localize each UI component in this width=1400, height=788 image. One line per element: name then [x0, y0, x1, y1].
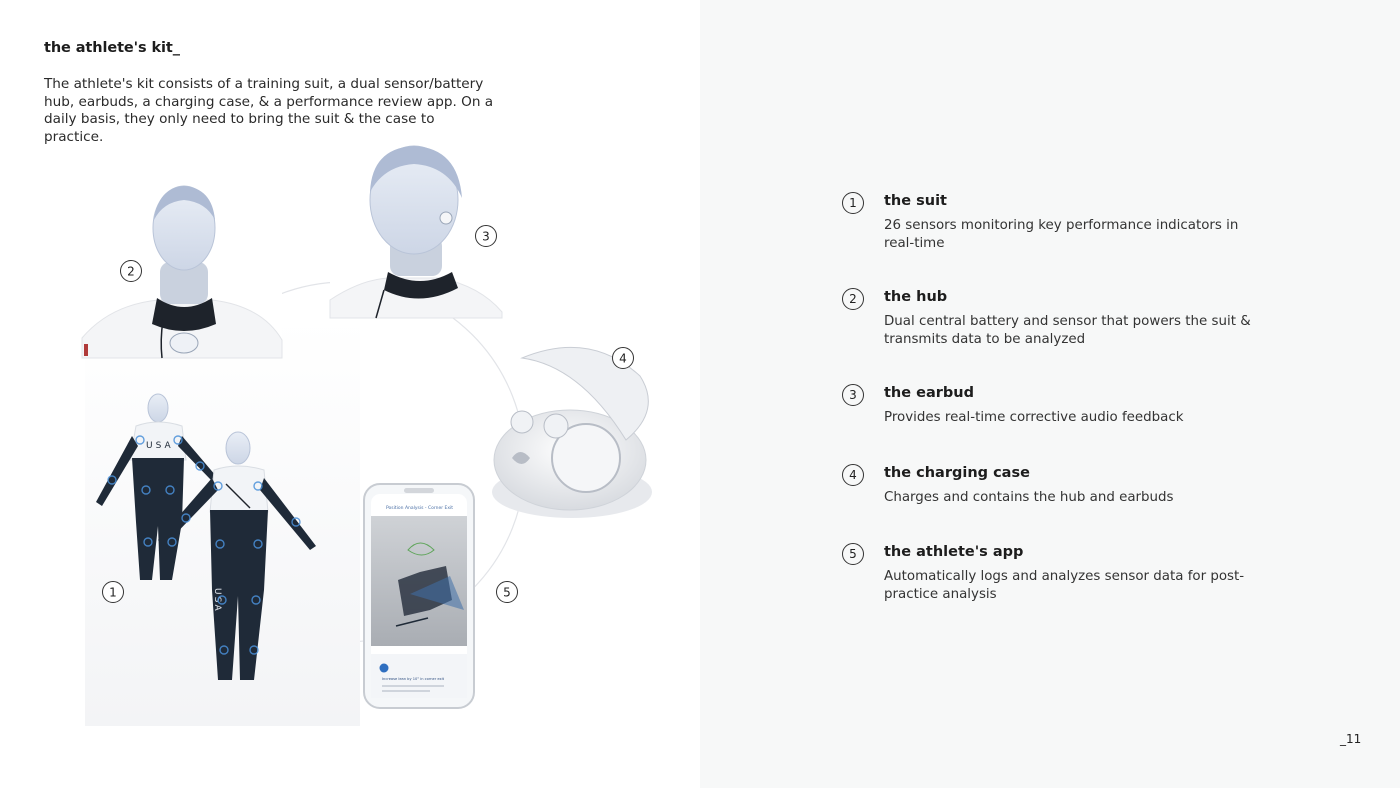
svg-text:3: 3: [482, 229, 490, 244]
app-header-text: Position Analysis - Corner Exit: [386, 506, 454, 511]
charging-case: [492, 347, 652, 518]
feature-title: the suit: [884, 193, 947, 209]
hub-bust: [82, 186, 282, 358]
feature-number: 1: [842, 192, 864, 214]
svg-text:2: 2: [127, 264, 135, 279]
page-title: the athlete's kit_: [44, 40, 180, 56]
callout-1: [103, 582, 124, 603]
right-panel: [700, 0, 1400, 788]
earbud-bust: [330, 140, 502, 318]
kit-illustration: [0, 140, 700, 740]
feature-title: the hub: [884, 289, 948, 305]
feature-title: the earbud: [884, 385, 974, 401]
feature-description: 26 sensors monitoring key performance indicators in real-time: [884, 218, 1239, 251]
app-footer-text: Increase lean by 10° in corner exit: [382, 677, 445, 681]
callout-3: [476, 226, 497, 247]
feature-number: 5: [842, 543, 864, 565]
callout-4: [613, 348, 634, 369]
feature-description: Charges and contains the hub and earbuds: [884, 490, 1174, 505]
feature-description: Provides real-time corrective audio feedback: [884, 410, 1184, 425]
feature-number: 4: [842, 464, 864, 486]
feature-title: the charging case: [884, 465, 1030, 481]
suit-back-label: USA: [146, 441, 174, 451]
feature-title: the athlete's app: [884, 544, 1024, 560]
page-number: _11: [1340, 732, 1362, 746]
feature-number: 3: [842, 384, 864, 406]
callout-2: [121, 261, 142, 282]
feature-description: Automatically logs and analyzes sensor data for post-practice analysis: [884, 569, 1245, 602]
svg-text:4: 4: [619, 351, 627, 366]
svg-text:5: 5: [503, 585, 511, 600]
callout-5: [497, 582, 518, 603]
feature-description: Dual central battery and sensor that powers the suit & transmits data to be analyzed: [884, 314, 1251, 347]
intro-paragraph: The athlete's kit consists of a training suit, a dual sensor/battery hub, earbuds, a charging case, & a performance review app. On a daily basis, they only need to bring the suit & the case to practice.: [44, 76, 494, 145]
phone-app: [364, 484, 474, 708]
suit-front-label: USA: [212, 588, 222, 613]
feature-number: 2: [842, 288, 864, 310]
svg-text:1: 1: [109, 585, 117, 600]
